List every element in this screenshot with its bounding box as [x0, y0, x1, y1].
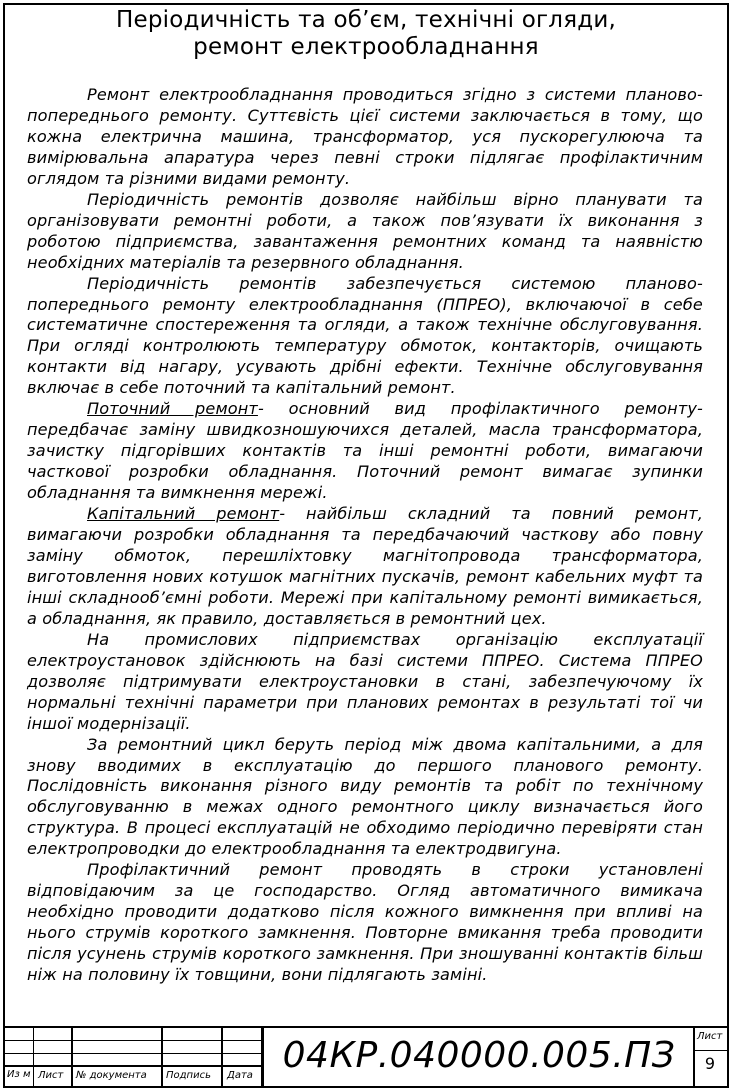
paragraph: За ремонтний цикл беруть період між двома капітальними, а для знову вводимих в експлуатацію до першого планового ремонту. Послідовність виконання різного виду ремонтів та робіт по технічному обслуговуванню в межах одного ремонтного циклу визначається його структура. В процесі експлуатацій не обходимо періодично перевіряти стан електропроводки до електрообладнання та електродвигуна.: [27, 734, 703, 859]
page-title: [5, 7, 727, 61]
sheet-number: 9: [704, 1054, 716, 1073]
document-code: 04КР.040000.005.ПЗ: [282, 1035, 676, 1076]
term-capital-repair: Капітальний ремонт: [87, 504, 280, 524]
col-sheet: Лист: [38, 1070, 64, 1081]
paragraph: Поточний ремонт- основний вид профілактичного ремонту- передбачає заміну швидкозношуючихся деталей, масла трансформатора, зачистку підгорівших контактів та інші ремонтні роботи, вимагаючи часткової розробки обладнання. Поточний ремонт вимагає зупинки обладнання та вимкнення мережі.: [27, 399, 703, 503]
col-signature: Подпись: [166, 1070, 211, 1081]
body-text: [27, 85, 703, 986]
paragraph: Ремонт електрообладнання проводиться згідно з системи планово-попереднього ремонту. Суттєвість цієї системи заключається в тому, що кожна електрична машина, трансформатор, уся пускорегулююча та вимірювальна апаратура через певні строки підлягає профілактичним оглядом та різними видами ремонту.: [27, 85, 703, 188]
term-current-repair: Поточний ремонт: [87, 399, 258, 419]
title-line-2: ремонт електрообладнання: [193, 34, 539, 60]
col-document-number: № документа: [76, 1070, 147, 1081]
title-block: [5, 1026, 727, 1086]
paragraph: Періодичність ремонтів дозволяє найбільш вірно планувати та організовувати ремонтні роботи, а також пов’язувати їх виконання з роботою підприємства, завантаження ремонтних команд та наявністю необхідних матеріалів та резервного обладнання.: [27, 189, 703, 272]
paragraph: Капітальний ремонт- найбільш складний та повний ремонт, вимагаючи розробки обладнання та передбачаючий часткову або повну заміну обмоток, перешліхтовку магнітопровода трансформатора, виготовлення нових котушок магнітних пускачів, ремонт кабельних муфт та інші складнооб’ємні роботи. Мережі при капітальному ремонті вимикається, а обладнання, як правило, доставляється в ремонтний цех.: [27, 504, 703, 628]
col-change: Из м: [7, 1069, 31, 1080]
paragraph: На промислових підприємствах організацію експлуатації електроустановок здійснюють на базі системи ППРЕО. Система ППРЕО дозволяє підтримувати електроустановки в стані, забезпечуючому їх нормальні технічні параметри при планових ремонтах в результаті тої чи іншої модернізації.: [27, 629, 703, 733]
sheet-label: Лист: [697, 1031, 723, 1042]
title-line-1: Періодичність та об’єм, технічні огляди,: [115, 7, 617, 33]
page-frame: [3, 3, 729, 1088]
col-date: Дата: [227, 1070, 253, 1081]
paragraph: Профілактичний ремонт проводять в строки установлені відповідаючим за це господарство. Огляд автоматичного вимикача необхідно проводити додатково після кожного вимкнення при впливі на нього струмів короткого замкнення. Повторне вмикання треба проводити після усунень струмів короткого замкнення. При зношуванні контактів більш ніж на половину їх товщини, вони підлягають заміні.: [27, 860, 703, 985]
paragraph: Періодичність ремонтів забезпечується системою планово-попереднього ремонту електрообладнання (ППРЕО), включаючої в себе систематичне спостереження та огляди, а також технічне обслуговування. При огляді контролюють температуру обмоток, контакторів, очищають контакти від нагару, усувають дрібні ефекти. Технічне обслуговування включає в себе поточний та капітальний ремонт.: [27, 273, 703, 398]
